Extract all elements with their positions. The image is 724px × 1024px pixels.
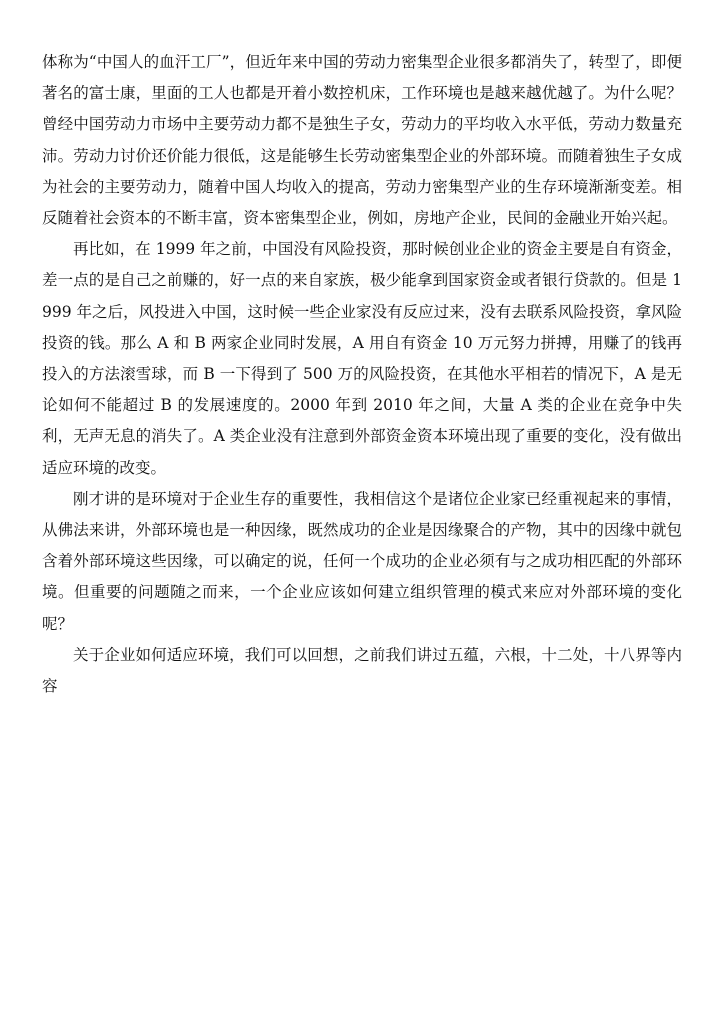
paragraph-4: 关于企业如何适应环境，我们可以回想，之前我们讲过五蕴，六根，十二处，十八界等内容 bbox=[42, 645, 682, 696]
paragraph-1: 体称为“中国人的血汗工厂”，但近年来中国的劳动力密集型企业很多都消失了，转型了，即便著名的富士康，里面的工人也都是开着小数控机床，工作环境也是越来越优越了。为什么呢？曾经中国劳动力市场中主要劳动力都不是独生子女，劳动力的平均收入水平低，劳动力数量充沛。劳动力讨价还价能力很低，这是能够生长劳动密集型企业的外部环境。而随着独生子女成为社会的主要劳动力，随着中国人均收入的提高，劳动力密集型产业的生存环境渐渐变差。相反随着社会资本的不断丰富，资本密集型企业，例如，房地产企业，民间的金融业开始兴起。 bbox=[42, 53, 682, 228]
paragraph-3: 刚才讲的是环境对于企业生存的重要性，我相信这个是诸位企业家已经重视起来的事情，从佛法来讲，外部环境也是一种因缘，既然成功的企业是因缘聚合的产物，其中的因缘中就包含着外部环境这些因缘，可以确定的说，任何一个成功的企业必须有与之成功相匹配的外部环境。但重要的问题随之而来，一个企业应该如何建立组织管理的模式来应对外部环境的变化呢？ bbox=[42, 489, 682, 633]
document-page bbox=[42, 47, 682, 702]
paragraph-2: 再比如，在 1999 年之前，中国没有风险投资，那时候创业企业的资金主要是自有资金，差一点的是自己之前赚的，好一点的来自家族，极少能拿到国家资金或者银行贷款的。但是 1999 年之后，风投进入中国，这时候一些企业家没有反应过来，没有去联系风险投资，拿风险投资的钱。那么 A 和 B 两家企业同时发展，A 用自有资金 10 万元努力拼搏，用赚了的钱再投入的方法滚雪球，而 B 一下得到了 500 万的风险投资，在其他水平相若的情况下，A 是无论如何不能超过 B 的发展速度的。2000 年到 2010 年之间，大量 A 类的企业在竞争中失利，无声无息的消失了。A 类企业没有注意到外部资金资本环境出现了重要的变化，没有做出适应环境的改变。 bbox=[42, 240, 682, 477]
